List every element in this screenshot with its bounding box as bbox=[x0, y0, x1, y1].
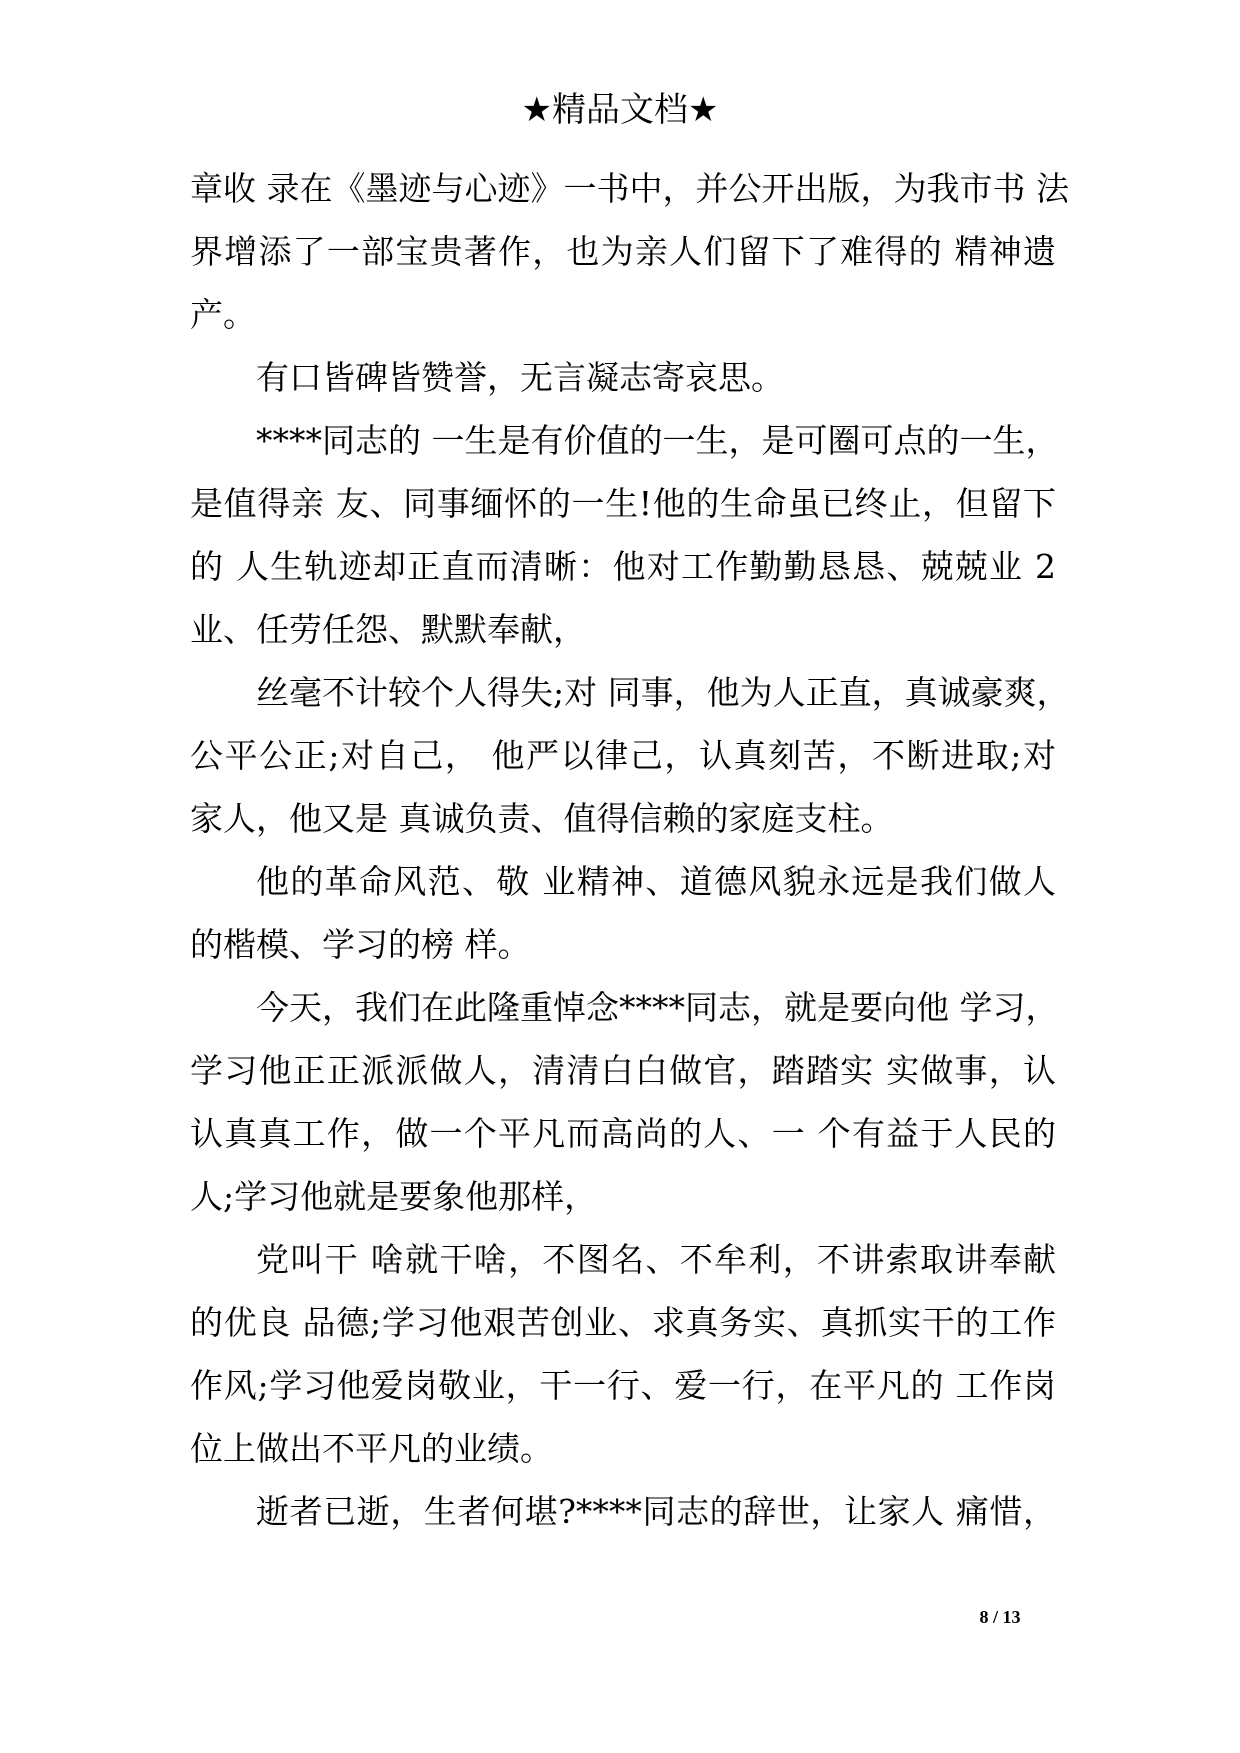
text-line: 他的革命风范、敬 业精神、道德风貌永远是我们做人 bbox=[256, 862, 1056, 901]
text-line: 作风;学习他爱岗敬业，干一行、爱一行，在平凡的 工作岗 bbox=[190, 1366, 1056, 1405]
document-header-title: ★精品文档★ bbox=[521, 90, 719, 130]
text-line: 丝毫不计较个人得失;对 同事，他为人正直，真诚豪爽， bbox=[256, 673, 1070, 712]
text-line: 家人，他又是 真诚负责、值得信赖的家庭支柱。 bbox=[190, 799, 894, 838]
text-line: 位上做出不平凡的业绩。 bbox=[190, 1429, 553, 1468]
text-line: 认真真工作，做一个平凡而高尚的人、一 个有益于人民的 bbox=[190, 1114, 1056, 1153]
text-line: 今天，我们在此隆重悼念****同志，就是要向他 学习， bbox=[256, 988, 1059, 1027]
page-number: 8 / 13 bbox=[979, 1607, 1021, 1627]
text-line: 章收 录在《墨迹与心迹》一书中，并公开出版，为我市书 法 bbox=[190, 169, 1069, 208]
text-line: 党叫干 啥就干啥，不图名、不牟利，不讲索取讲奉献 bbox=[256, 1240, 1056, 1279]
text-line: 的优良 品德;学习他艰苦创业、求真务实、真抓实干的工作 bbox=[190, 1303, 1056, 1342]
text-line: 公平公正;对自己， 他严以律己，认真刻苦，不断进取;对 bbox=[190, 736, 1056, 775]
text-line: 是值得亲 友、同事缅怀的一生!他的生命虽已终止，但留下 bbox=[190, 484, 1056, 523]
text-line: 有口皆碑皆赞誉，无言凝志寄哀思。 bbox=[256, 358, 784, 397]
text-line: 的 人生轨迹却正直而清晰：他对工作勤勤恳恳、兢兢业 2 bbox=[190, 547, 1056, 586]
text-line: 业、任劳任怨、默默奉献， bbox=[190, 610, 586, 649]
text-line: 逝者已逝，生者何堪?****同志的辞世，让家人 痛惜， bbox=[256, 1492, 1056, 1531]
text-line: 产。 bbox=[190, 295, 256, 334]
text-line: ****同志的 一生是有价值的一生，是可圈可点的一生， bbox=[256, 421, 1059, 460]
text-line: 学习他正正派派做人，清清白白做官，踏踏实 实做事，认 bbox=[190, 1051, 1056, 1090]
text-line: 的楷模、学习的榜 样。 bbox=[190, 925, 531, 964]
text-line: 界增添了一部宝贵著作，也为亲人们留下了难得的 精神遗 bbox=[190, 232, 1056, 271]
text-line: 人;学习他就是要象他那样， bbox=[190, 1177, 598, 1216]
